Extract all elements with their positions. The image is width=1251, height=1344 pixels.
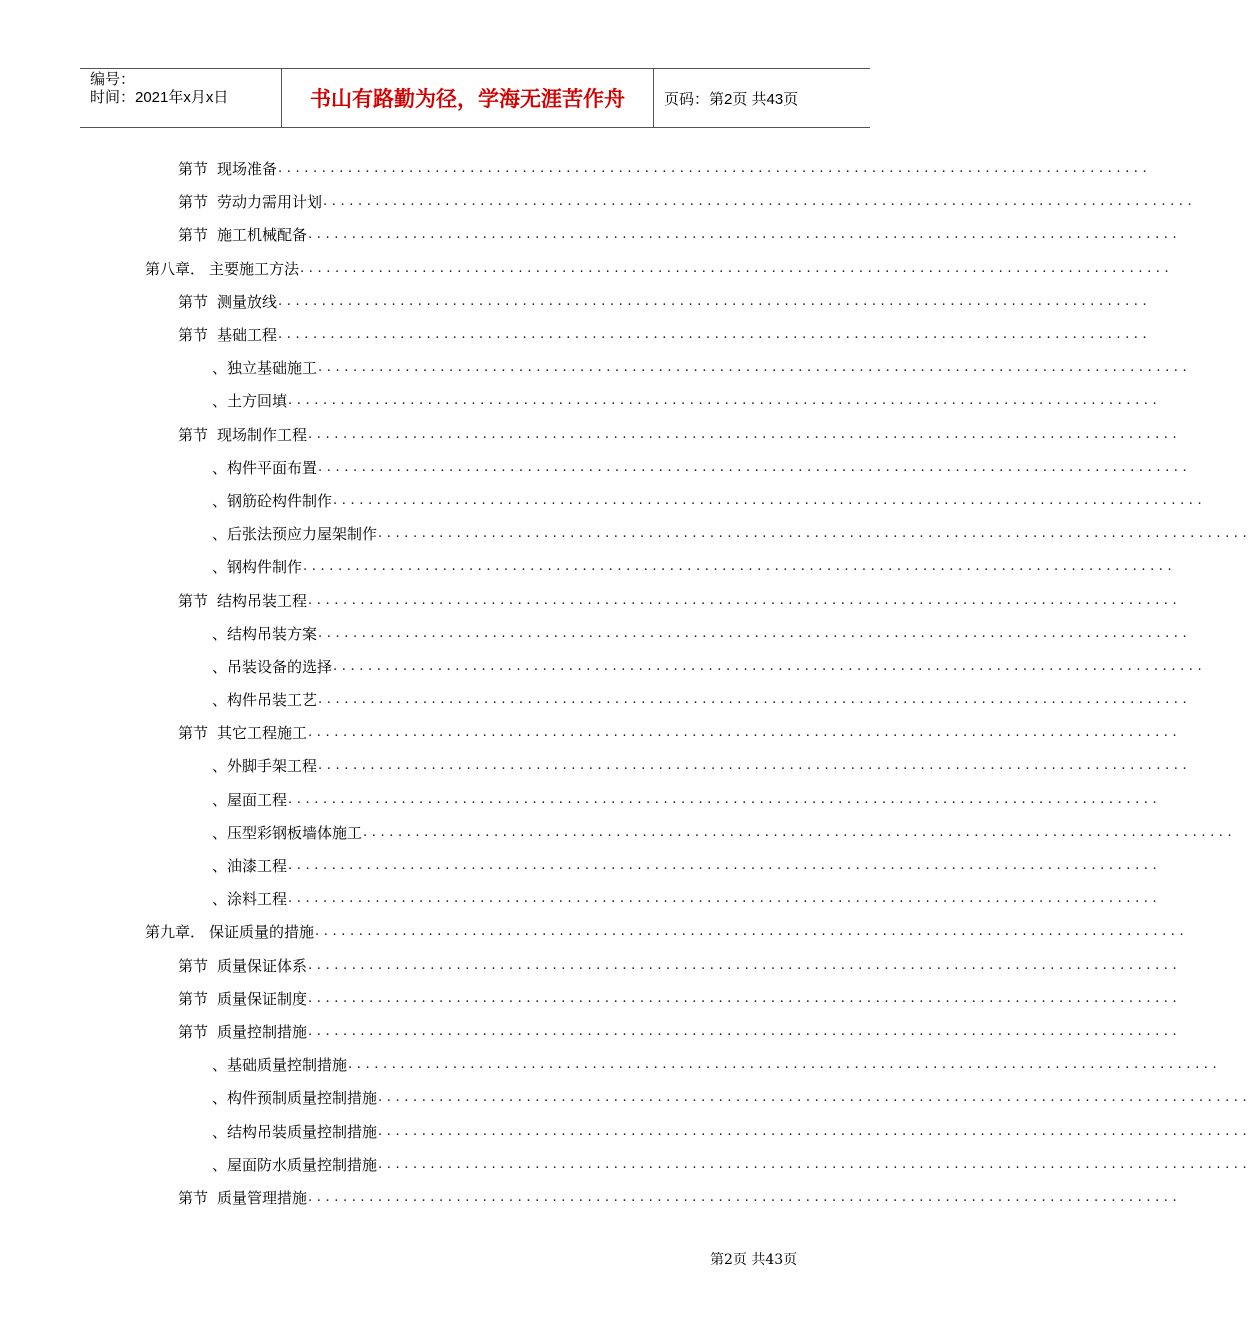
toc-leader: .................................................................................................... bbox=[318, 758, 1192, 774]
toc-entry[interactable] bbox=[0, 1015, 1182, 1048]
toc-subentry-title: 结构吊装质量控制措施 bbox=[227, 1122, 378, 1141]
table-of-contents bbox=[0, 152, 1251, 1214]
toc-entry-number: 第节 bbox=[178, 425, 209, 444]
toc-leader: .................................................................................................... bbox=[378, 526, 1251, 542]
toc-subentry-title: 吊装设备的选择 bbox=[227, 657, 333, 676]
toc-entry-title: 测量放线 bbox=[217, 292, 278, 311]
toc-subentry-bullet: 、 bbox=[212, 790, 228, 809]
toc-leader: .................................................................................................... bbox=[288, 891, 1162, 907]
toc-chapter[interactable] bbox=[0, 252, 1174, 285]
toc-entry-title: 质量控制措施 bbox=[217, 1022, 308, 1041]
toc-subentry-bullet: 、 bbox=[212, 491, 228, 510]
toc-subentry[interactable] bbox=[0, 1081, 1251, 1114]
toc-entry[interactable] bbox=[0, 583, 1182, 616]
toc-leader: .................................................................................................... bbox=[363, 824, 1237, 840]
doc-date-label: 时间：2021年x月x日 bbox=[90, 89, 229, 106]
toc-subentry-bullet: 、 bbox=[212, 558, 228, 577]
toc-leader: .................................................................................................... bbox=[333, 492, 1207, 508]
toc-subentry[interactable] bbox=[0, 384, 1162, 417]
toc-entry[interactable] bbox=[0, 218, 1182, 251]
toc-subentry-bullet: 、 bbox=[212, 657, 228, 676]
toc-entry[interactable] bbox=[0, 1181, 1182, 1214]
toc-leader: .................................................................................................... bbox=[288, 791, 1162, 807]
toc-subentry[interactable] bbox=[0, 783, 1162, 816]
toc-leader: .................................................................................................... bbox=[300, 260, 1174, 276]
toc-subentry-title: 结构吊装方案 bbox=[227, 624, 318, 643]
toc-leader: .................................................................................................... bbox=[318, 360, 1192, 376]
toc-entry-number: 第节 bbox=[178, 226, 209, 245]
toc-leader: .................................................................................................... bbox=[278, 161, 1152, 177]
toc-chapter-number: 第九章． bbox=[145, 923, 206, 942]
toc-subentry[interactable] bbox=[0, 650, 1207, 683]
toc-entry[interactable] bbox=[0, 982, 1182, 1015]
toc-leader: .................................................................................................... bbox=[303, 559, 1177, 575]
toc-subentry-title: 屋面防水质量控制措施 bbox=[227, 1155, 378, 1174]
toc-entry[interactable] bbox=[0, 318, 1152, 351]
toc-subentry-bullet: 、 bbox=[212, 359, 228, 378]
toc-chapter[interactable] bbox=[0, 915, 1189, 948]
toc-entry-number: 第节 bbox=[178, 160, 209, 179]
toc-entry-number: 第节 bbox=[178, 591, 209, 610]
toc-subentry-bullet: 、 bbox=[212, 1122, 228, 1141]
toc-leader: .................................................................................................... bbox=[378, 1123, 1251, 1139]
toc-entry-title: 质量保证制度 bbox=[217, 989, 308, 1008]
toc-subentry[interactable] bbox=[0, 749, 1192, 782]
page-header bbox=[80, 68, 870, 128]
toc-subentry-bullet: 、 bbox=[212, 458, 228, 477]
toc-subentry-bullet: 、 bbox=[212, 890, 228, 909]
toc-subentry[interactable] bbox=[0, 683, 1192, 716]
toc-subentry-title: 钢筋砼构件制作 bbox=[227, 491, 333, 510]
toc-entry-title: 施工机械配备 bbox=[217, 226, 308, 245]
toc-subentry-bullet: 、 bbox=[212, 1089, 228, 1108]
toc-entry-number: 第节 bbox=[178, 989, 209, 1008]
toc-subentry[interactable] bbox=[0, 849, 1162, 882]
toc-subentry-bullet: 、 bbox=[212, 691, 228, 710]
toc-subentry-title: 外脚手架工程 bbox=[227, 757, 318, 776]
toc-subentry-bullet: 、 bbox=[212, 1056, 228, 1075]
toc-leader: .................................................................................................... bbox=[308, 592, 1182, 608]
toc-entry[interactable] bbox=[0, 152, 1152, 185]
toc-entry-number: 第节 bbox=[178, 724, 209, 743]
toc-entry-title: 质量保证体系 bbox=[217, 956, 308, 975]
toc-subentry[interactable] bbox=[0, 517, 1251, 550]
toc-leader: .................................................................................................... bbox=[315, 924, 1189, 940]
toc-entry-number: 第节 bbox=[178, 1022, 209, 1041]
toc-entry-title: 质量管理措施 bbox=[217, 1188, 308, 1207]
toc-leader: .................................................................................................... bbox=[308, 725, 1182, 741]
toc-subentry[interactable] bbox=[0, 882, 1162, 915]
toc-subentry-bullet: 、 bbox=[212, 1155, 228, 1174]
toc-subentry-title: 土方回填 bbox=[227, 392, 288, 411]
toc-subentry-title: 油漆工程 bbox=[227, 857, 288, 876]
toc-leader: .................................................................................................... bbox=[378, 1090, 1251, 1106]
toc-entry-title: 其它工程施工 bbox=[217, 724, 308, 743]
toc-entry[interactable] bbox=[0, 716, 1182, 749]
toc-subentry[interactable] bbox=[0, 617, 1192, 650]
toc-entry-number: 第节 bbox=[178, 956, 209, 975]
toc-leader: .................................................................................................... bbox=[378, 1156, 1251, 1172]
toc-subentry-title: 独立基础施工 bbox=[227, 359, 318, 378]
toc-leader: .................................................................................................... bbox=[318, 459, 1192, 475]
toc-subentry-title: 涂料工程 bbox=[227, 890, 288, 909]
toc-entry-number: 第节 bbox=[178, 326, 209, 345]
toc-leader: .................................................................................................... bbox=[278, 293, 1152, 309]
toc-subentry[interactable] bbox=[0, 1048, 1222, 1081]
toc-chapter-title: 主要施工方法 bbox=[209, 259, 300, 278]
toc-leader: .................................................................................................... bbox=[308, 426, 1182, 442]
toc-leader: .................................................................................................... bbox=[333, 658, 1207, 674]
header-page-number: 页码：第2页 共43页 bbox=[664, 90, 799, 108]
toc-subentry-title: 基础质量控制措施 bbox=[227, 1056, 348, 1075]
toc-entry-title: 现场准备 bbox=[217, 160, 278, 179]
toc-subentry-bullet: 、 bbox=[212, 757, 228, 776]
toc-leader: .................................................................................................... bbox=[308, 957, 1182, 973]
toc-subentry-title: 钢构件制作 bbox=[227, 558, 303, 577]
toc-subentry-title: 构件预制质量控制措施 bbox=[227, 1089, 378, 1108]
toc-leader: .................................................................................................... bbox=[288, 858, 1162, 874]
toc-entry[interactable] bbox=[0, 418, 1182, 451]
toc-entry[interactable] bbox=[0, 185, 1197, 218]
toc-entry-title: 基础工程 bbox=[217, 326, 278, 345]
toc-entry-number: 第节 bbox=[178, 292, 209, 311]
toc-leader: .................................................................................................... bbox=[308, 1189, 1182, 1205]
toc-subentry[interactable] bbox=[0, 484, 1207, 517]
toc-entry-title: 现场制作工程 bbox=[217, 425, 308, 444]
toc-leader: .................................................................................................... bbox=[288, 393, 1162, 409]
toc-leader: .................................................................................................... bbox=[348, 1057, 1222, 1073]
toc-leader: .................................................................................................... bbox=[318, 692, 1192, 708]
toc-leader: .................................................................................................... bbox=[308, 1023, 1182, 1039]
toc-leader: .................................................................................................... bbox=[323, 194, 1197, 210]
toc-subentry[interactable] bbox=[0, 1114, 1251, 1147]
toc-subentry-title: 后张法预应力屋架制作 bbox=[227, 525, 378, 544]
toc-entry-title: 结构吊装工程 bbox=[217, 591, 308, 610]
header-motto: 书山有路勤为径，学海无涯苦作舟 bbox=[282, 69, 654, 127]
toc-subentry[interactable] bbox=[0, 451, 1192, 484]
toc-chapter-number: 第八章． bbox=[145, 259, 206, 278]
toc-entry[interactable] bbox=[0, 285, 1152, 318]
toc-entry-number: 第节 bbox=[178, 1188, 209, 1207]
toc-subentry-bullet: 、 bbox=[212, 823, 228, 842]
toc-subentry-title: 构件吊装工艺 bbox=[227, 691, 318, 710]
toc-entry[interactable] bbox=[0, 949, 1182, 982]
toc-subentry-title: 压型彩钢板墙体施工 bbox=[227, 823, 363, 842]
toc-subentry-bullet: 、 bbox=[212, 624, 228, 643]
toc-subentry[interactable] bbox=[0, 1148, 1251, 1181]
toc-leader: .................................................................................................... bbox=[318, 625, 1192, 641]
toc-subentry-title: 屋面工程 bbox=[227, 790, 288, 809]
toc-entry-title: 劳动力需用计划 bbox=[217, 193, 323, 212]
toc-subentry[interactable] bbox=[0, 351, 1192, 384]
header-meta bbox=[80, 69, 282, 127]
toc-chapter-title: 保证质量的措施 bbox=[209, 923, 315, 942]
page-footer: 第2页 共43页 bbox=[710, 1252, 798, 1268]
toc-entry-number: 第节 bbox=[178, 193, 209, 212]
doc-number-label: 编号： bbox=[90, 71, 136, 88]
toc-subentry[interactable] bbox=[0, 550, 1177, 583]
toc-leader: .................................................................................................... bbox=[308, 227, 1182, 243]
toc-subentry[interactable] bbox=[0, 816, 1237, 849]
toc-subentry-bullet: 、 bbox=[212, 857, 228, 876]
toc-leader: .................................................................................................... bbox=[278, 327, 1152, 343]
toc-subentry-title: 构件平面布置 bbox=[227, 458, 318, 477]
toc-subentry-bullet: 、 bbox=[212, 525, 228, 544]
toc-subentry-bullet: 、 bbox=[212, 392, 228, 411]
toc-leader: .................................................................................................... bbox=[308, 990, 1182, 1006]
